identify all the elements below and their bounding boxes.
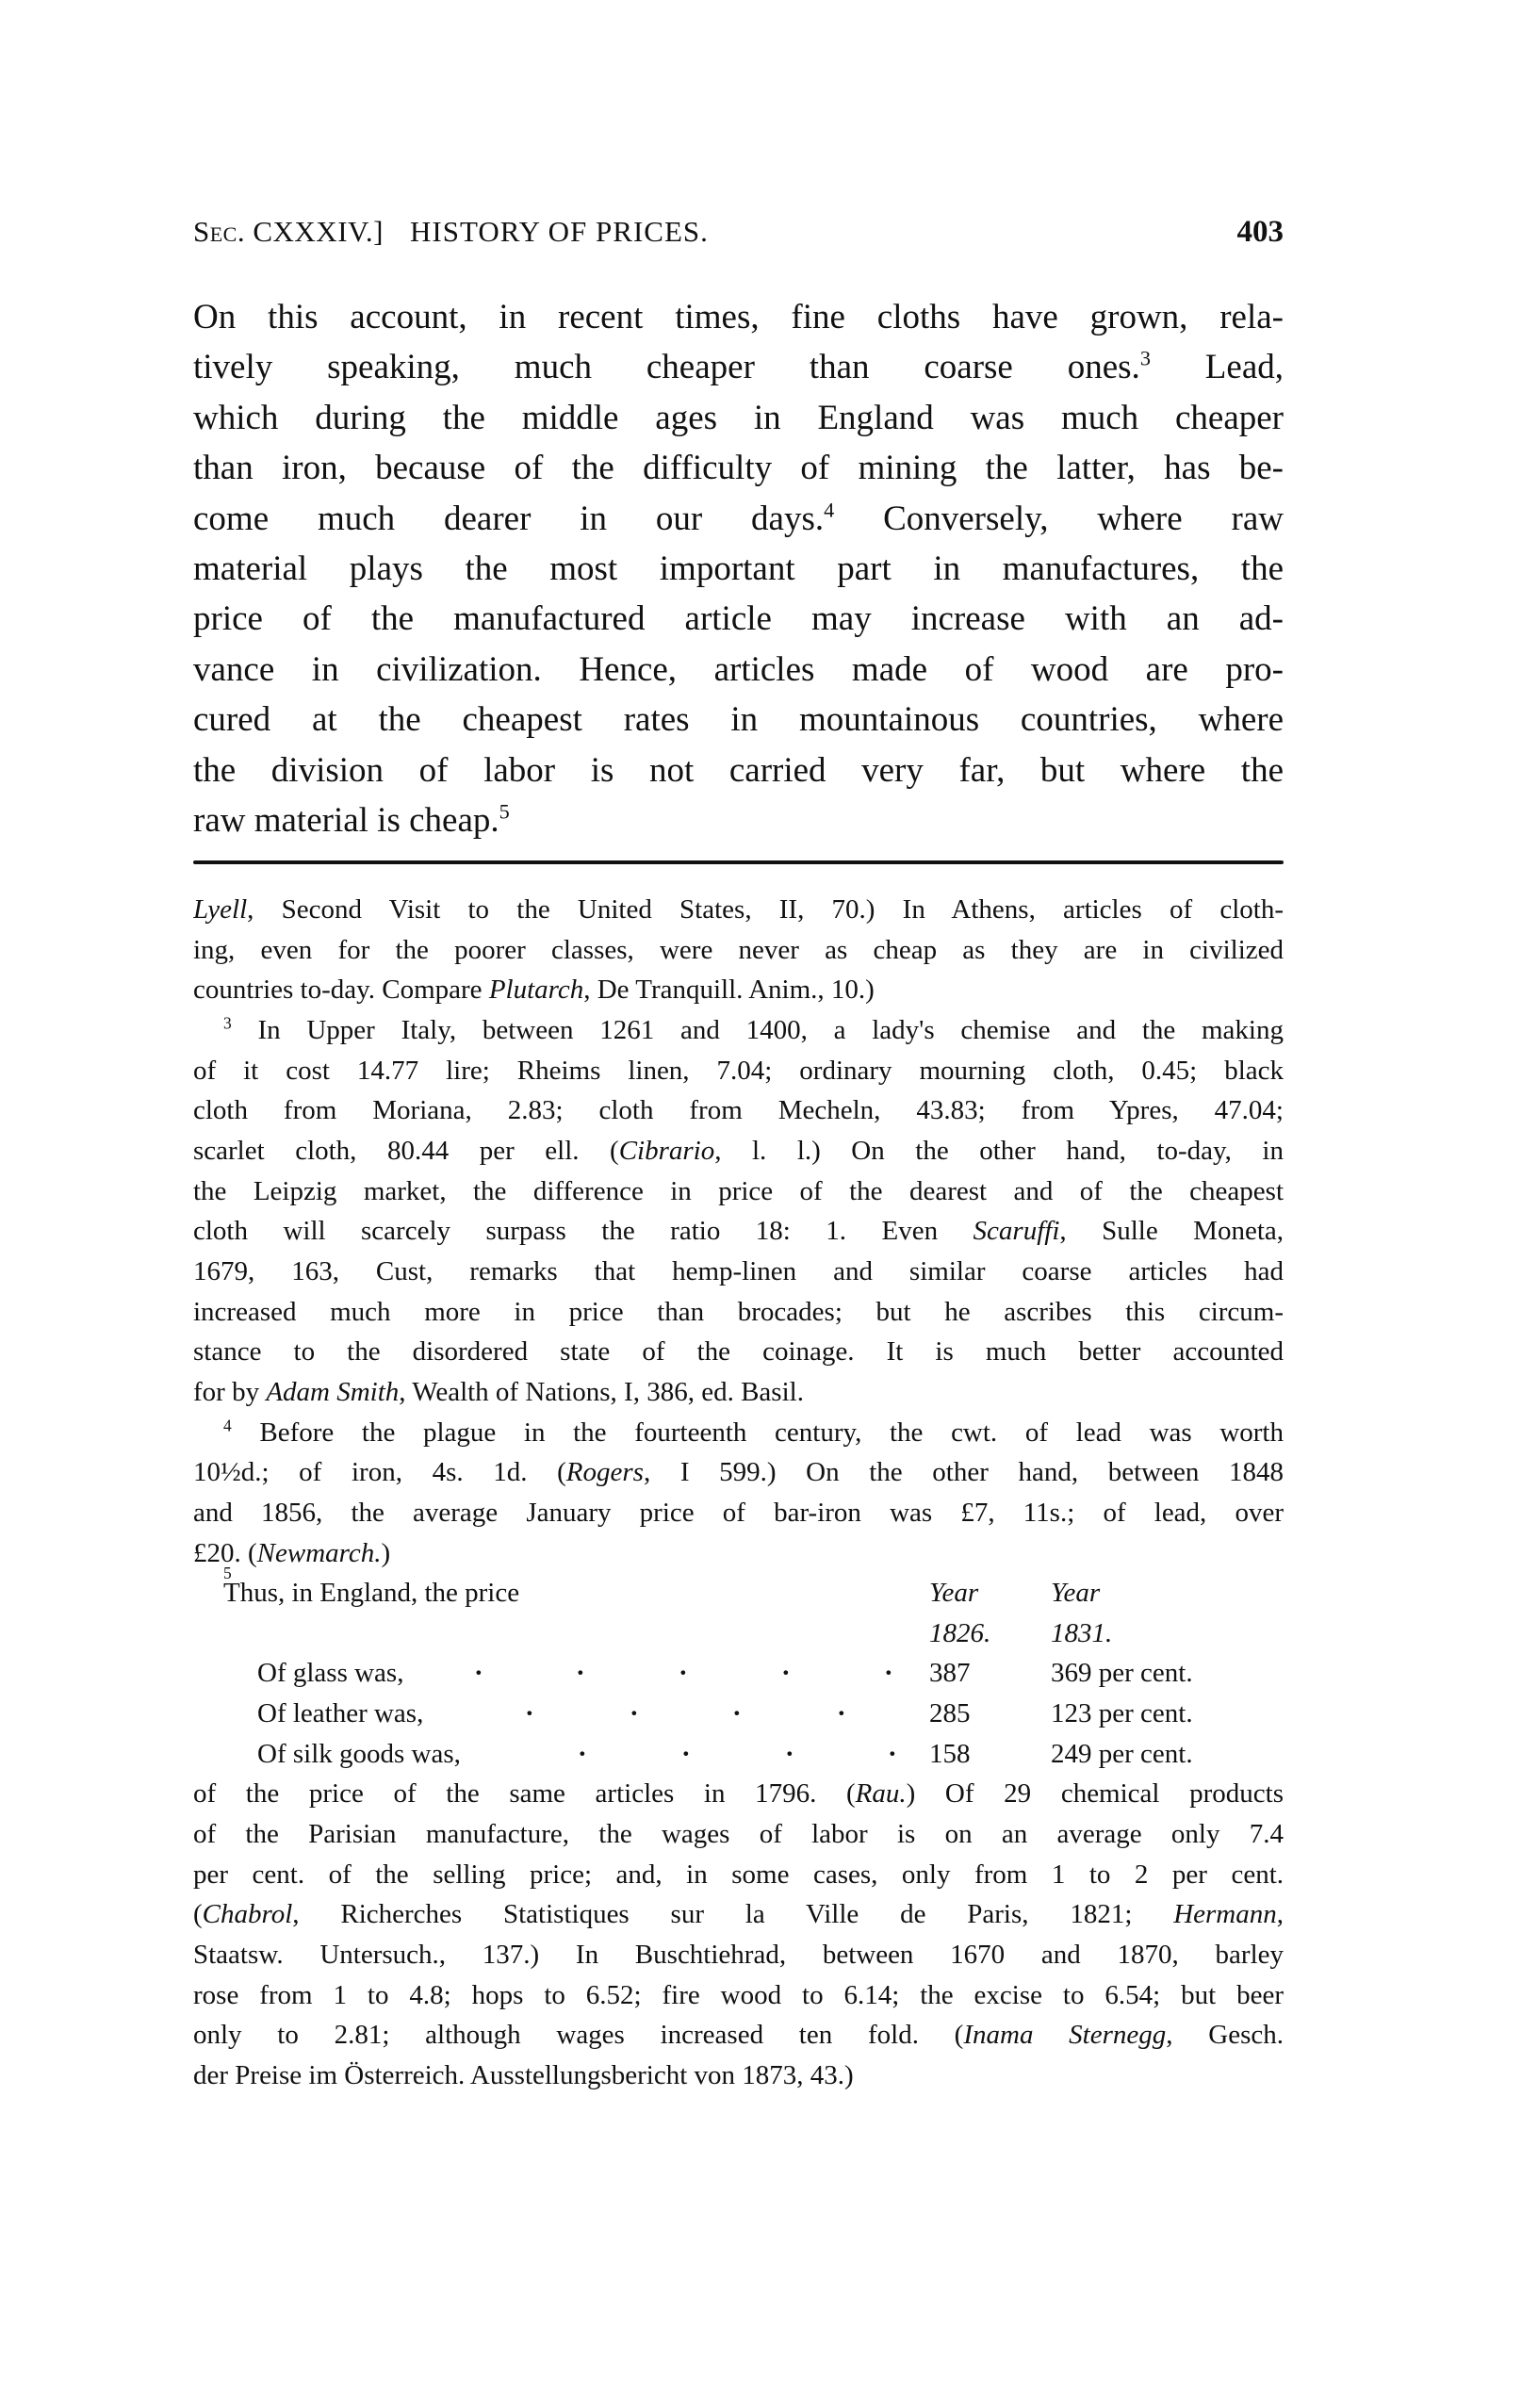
text-run: the division of labor is not carried very far, but where the — [193, 750, 1284, 790]
footnote-divider — [193, 860, 1284, 864]
footnotes — [193, 890, 1284, 2096]
italic-text: Lyell — [193, 894, 248, 925]
footnote-line — [193, 930, 1284, 971]
footnote-line — [193, 1935, 1284, 1975]
text-run: Staatsw. Untersuch., 137.) In Buschtiehrad, between 1670 and 1870, barley — [193, 1940, 1284, 1971]
text-run: than iron, because of the difficulty of mining the latter, has be- — [193, 449, 1284, 488]
footnote-marker: 3 — [223, 1013, 232, 1033]
text-run: per cent. of the selling price; and, in some cases, only from 1 to 2 per cent. — [193, 1859, 1284, 1890]
section-label: Sec. CXXXIV.] — [193, 215, 384, 248]
footnote-line — [193, 2015, 1284, 2056]
text-run: ) Of 29 chemical products — [906, 1778, 1284, 1810]
text-run: cloth will scarcely surpass the ratio 18: 1. Even — [193, 1216, 974, 1247]
text-run: scarlet cloth, 80.44 per ell. ( — [193, 1135, 619, 1166]
text-run: £20. ( — [193, 1537, 257, 1568]
leader-dot: · — [884, 1658, 893, 1689]
text-line — [193, 342, 1284, 392]
text-run: 1679, 163, Cust, remarks that hemp-linen and similar coarse articles had — [193, 1255, 1284, 1286]
text-line — [193, 594, 1284, 644]
leader-dot: · — [679, 1658, 688, 1689]
text-line — [193, 443, 1284, 493]
text-run: increased much more in price than brocades; but he ascribes this circum- — [193, 1296, 1284, 1327]
running-header — [193, 215, 1284, 256]
text-run: , Gesch. — [1166, 2020, 1284, 2051]
leader-dot: · — [781, 1658, 791, 1689]
text-run: countries to-day. Compare — [193, 975, 489, 1006]
italic-text: Scaruffi — [973, 1216, 1060, 1247]
text-line — [193, 695, 1284, 745]
text-run: , Second Visit to the United States, II, 70.) In Athens, articles of cloth- — [247, 894, 1284, 925]
footnote-marker: 4 — [824, 498, 835, 522]
text-run: , Wealth of Nations, I, 386, ed. Basil. — [399, 1376, 804, 1407]
italic-text: Newmarch. — [256, 1537, 382, 1568]
text-run: In Upper Italy, between 1261 and 1400, a lady's chemise and the making — [231, 1014, 1284, 1045]
running-title: HISTORY OF PRICES. — [410, 215, 709, 248]
text-line — [193, 544, 1284, 594]
italic-text: Hermann — [1173, 1899, 1277, 1930]
footnote-line — [193, 1332, 1284, 1372]
text-run: Conversely, where raw — [834, 499, 1284, 538]
footnote-line — [193, 1010, 1284, 1051]
leader-dot: · — [525, 1698, 534, 1729]
leader-dot: · — [837, 1698, 846, 1729]
footnote-line — [193, 1171, 1284, 1212]
text-run: come much dearer in our days. — [193, 499, 825, 538]
text-run: , I 599.) On the other hand, between 1848 — [643, 1457, 1284, 1488]
footnote-line — [193, 1975, 1284, 2016]
text-line — [193, 795, 1284, 845]
text-run: , Richerches Statistiques sur la Ville de Paris, 1821; — [292, 1899, 1174, 1930]
footnote-line — [193, 1292, 1284, 1333]
italic-text: Plutarch — [488, 975, 584, 1006]
footnote-line — [193, 1413, 1284, 1453]
text-run: vance in civilization. Hence, articles made of wood are pro- — [193, 649, 1284, 689]
italic-text: Rogers — [565, 1457, 644, 1488]
footnote-line — [193, 1855, 1284, 1895]
column-header-1831-year: 1831. — [1051, 1617, 1113, 1648]
text-run: , Sulle Moneta, — [1059, 1216, 1284, 1247]
footnote-marker: 4 — [223, 1416, 232, 1435]
footnote-marker: 5 — [499, 799, 510, 824]
text-run: Lead, — [1150, 348, 1284, 387]
footnotes-after-table — [193, 1774, 1284, 2095]
footnotes-before-table — [193, 890, 1284, 1573]
leader-dot: · — [888, 1738, 897, 1769]
footnote-line — [193, 1372, 1284, 1413]
footnote-line — [193, 1774, 1284, 1814]
footnote-marker: 3 — [1139, 347, 1151, 371]
text-run: of the price of the same articles in 1796. ( — [193, 1778, 856, 1810]
footnote-line — [193, 1252, 1284, 1292]
text-run: ( — [193, 1899, 203, 1930]
column-header-1826-label: Year — [929, 1578, 979, 1609]
text-run: raw material is cheap. — [193, 800, 499, 840]
footnote-line — [193, 970, 1284, 1010]
text-run: which during the middle ages in England was much cheaper — [193, 398, 1284, 437]
text-line — [193, 393, 1284, 443]
column-header-1831-label: Year — [1051, 1578, 1101, 1609]
italic-text: Chabrol — [202, 1899, 293, 1930]
italic-text: Rau. — [855, 1778, 907, 1810]
text-run: ) — [381, 1537, 391, 1568]
footnote-line — [193, 1452, 1284, 1493]
leader-dot: · — [474, 1658, 483, 1689]
italic-text: Inama Sternegg — [963, 2020, 1167, 2051]
row-label: Of silk goods was, — [257, 1738, 461, 1769]
value-1831: 123 per cent. — [1051, 1698, 1193, 1729]
intro-text: Thus, in England, the price — [223, 1578, 520, 1609]
text-line — [193, 745, 1284, 795]
table-header-row — [193, 1614, 1284, 1654]
leader-dot: · — [785, 1738, 794, 1769]
text-run: stance to the disordered state of the coinage. It is much better accounted — [193, 1336, 1284, 1368]
body-paragraph — [193, 292, 1284, 845]
text-line — [193, 494, 1284, 544]
text-run: , l. l.) On the other hand, to-day, in — [714, 1135, 1284, 1166]
text-run: the Leipzig market, the difference in price of the dearest and of the cheapest — [193, 1175, 1284, 1206]
text-line — [193, 645, 1284, 695]
footnote-line — [193, 1493, 1284, 1533]
footnote-line — [193, 1894, 1284, 1935]
value-1826: 285 — [929, 1698, 971, 1729]
text-run: tively speaking, much cheaper than coarse ones. — [193, 348, 1140, 387]
table-row — [193, 1694, 1284, 1734]
leader-dot: · — [578, 1738, 587, 1769]
footnote-line — [193, 1814, 1284, 1855]
row-label: Of leather was, — [257, 1698, 424, 1729]
price-table — [193, 1564, 1284, 1774]
table-row — [193, 1734, 1284, 1775]
footnote-line — [193, 2056, 1284, 2096]
leader-dot: · — [576, 1658, 585, 1689]
text-line — [193, 292, 1284, 342]
italic-text: Cibrario — [618, 1135, 715, 1166]
leader-dot: · — [630, 1698, 639, 1729]
text-run: , De Tranquill. Anim., 10.) — [583, 975, 875, 1006]
text-run: of the Parisian manufacture, the wages of labor is on an average only 7.4 — [193, 1819, 1284, 1850]
text-run: , — [1276, 1899, 1284, 1930]
value-1831: 249 per cent. — [1051, 1738, 1193, 1769]
footnote-line — [193, 1131, 1284, 1171]
text-run: rose from 1 to 4.8; hops to 6.52; fire wood to 6.14; the excise to 6.54; but beer — [193, 1979, 1284, 2010]
text-run: and 1856, the average January price of bar-iron was £7, 11s.; of lead, over — [193, 1497, 1284, 1528]
value-1826: 158 — [929, 1738, 971, 1769]
footnote-line — [193, 890, 1284, 930]
text-run: Before the plague in the fourteenth century, the cwt. of lead was worth — [231, 1417, 1284, 1448]
page-number: 403 — [1236, 215, 1284, 249]
footnote-line — [193, 1533, 1284, 1574]
text-run: ing, even for the poorer classes, were never as cheap as they are in civilized — [193, 934, 1284, 965]
table-header-row — [193, 1564, 1284, 1614]
text-run: cured at the cheapest rates in mountainous countries, where — [193, 700, 1284, 740]
table-intro: 5 Thus, in England, the price — [223, 1564, 520, 1609]
table-row — [193, 1653, 1284, 1694]
footnote-line — [193, 1211, 1284, 1252]
footnote-line — [193, 1051, 1284, 1091]
footnote-line — [193, 1090, 1284, 1131]
value-1826: 387 — [929, 1658, 971, 1689]
row-label: Of glass was, — [257, 1658, 404, 1689]
text-run: 10½d.; of iron, 4s. 1d. ( — [193, 1457, 566, 1488]
text-run: der Preise im Österreich. Ausstellungsbericht von 1873, 43.) — [193, 2060, 854, 2091]
italic-text: Adam Smith — [266, 1376, 400, 1407]
text-run: for by — [193, 1376, 267, 1407]
text-run: only to 2.81; although wages increased ten fold. ( — [193, 2020, 964, 2051]
leader-dot: · — [681, 1738, 691, 1769]
text-run: On this account, in recent times, fine cloths have grown, rela- — [193, 298, 1284, 336]
text-run: price of the manufactured article may increase with an ad- — [193, 599, 1284, 639]
text-run: of it cost 14.77 lire; Rheims linen, 7.04; ordinary mourning cloth, 0.45; black — [193, 1055, 1284, 1086]
value-1831: 369 per cent. — [1051, 1658, 1193, 1689]
text-run: material plays the most important part in manufactures, the — [193, 549, 1284, 588]
text-run: cloth from Moriana, 2.83; cloth from Mecheln, 43.83; from Ypres, 47.04; — [193, 1095, 1284, 1126]
leader-dot: · — [732, 1698, 742, 1729]
column-header-1826-year: 1826. — [929, 1617, 991, 1648]
